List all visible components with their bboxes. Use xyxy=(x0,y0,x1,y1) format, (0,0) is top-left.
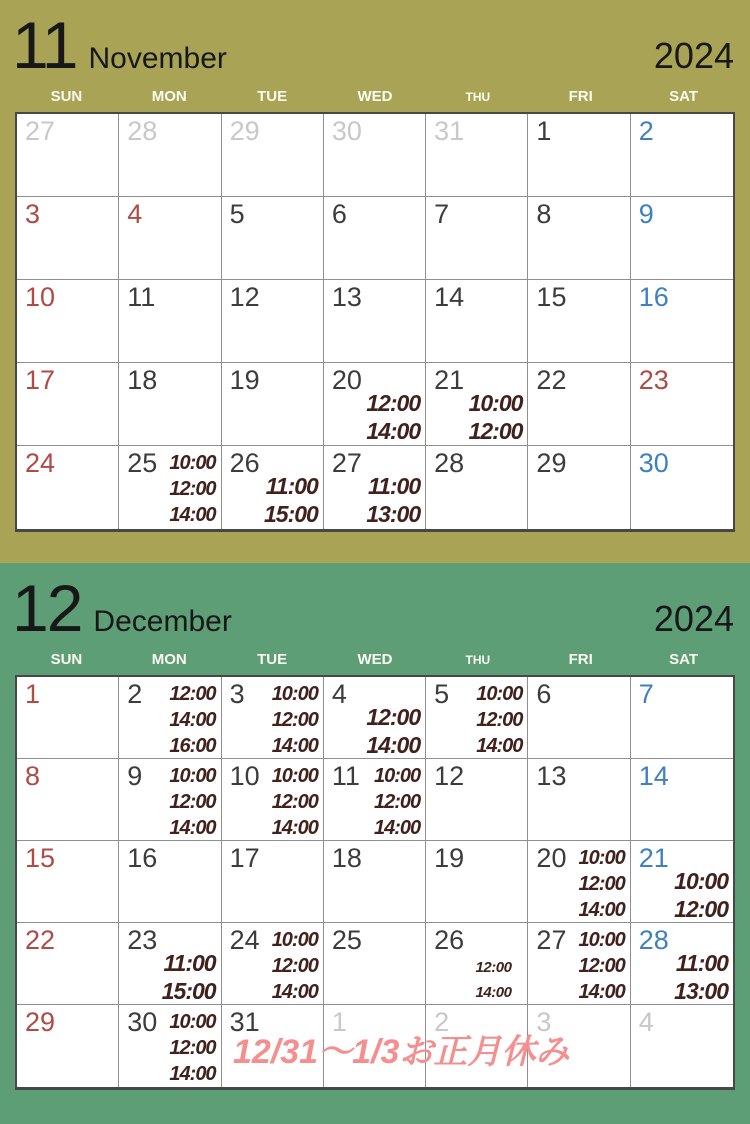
day-cell xyxy=(426,446,528,529)
day-number: 4 xyxy=(331,679,347,709)
time-slot: 14:00 xyxy=(475,984,512,1001)
day-cell xyxy=(222,677,324,759)
day-cell xyxy=(528,280,630,363)
day-number: 28 xyxy=(127,116,158,146)
weekday-label: MON xyxy=(151,88,187,105)
day-cell xyxy=(528,677,630,759)
day-cell xyxy=(17,446,119,529)
day-number: 12 xyxy=(229,282,260,312)
day-number: 16 xyxy=(638,282,669,312)
time-slot: 16:00 xyxy=(169,735,216,757)
time-slots xyxy=(366,472,420,528)
time-slots xyxy=(264,472,318,528)
time-slot: 12:00 xyxy=(366,704,421,730)
weekday-label: SAT xyxy=(669,88,698,105)
day-cell xyxy=(17,280,119,363)
time-slot: 11:00 xyxy=(265,473,318,499)
time-slots xyxy=(374,763,420,841)
time-slot: 14:00 xyxy=(578,981,625,1003)
time-slots xyxy=(272,681,318,759)
time-slots xyxy=(366,389,420,445)
time-slot: 14:00 xyxy=(271,735,318,757)
day-cell xyxy=(222,923,324,1005)
time-slot: 12:00 xyxy=(578,873,625,895)
time-slot: 14:00 xyxy=(366,418,421,444)
time-slot: 12:00 xyxy=(169,1037,216,1059)
month-name: December xyxy=(93,605,232,638)
time-slots xyxy=(674,949,728,1005)
day-number: 13 xyxy=(331,282,362,312)
weekday-label: THU xyxy=(465,653,491,667)
day-number: 14 xyxy=(434,282,465,312)
time-slot: 14:00 xyxy=(169,709,216,731)
time-slot: 12:00 xyxy=(169,478,216,500)
day-cell xyxy=(426,677,528,759)
day-cell xyxy=(528,841,630,923)
day-number: 26 xyxy=(229,448,260,478)
day-cell xyxy=(324,446,426,529)
day-cell xyxy=(119,114,221,197)
time-slots xyxy=(169,450,215,528)
month-number: 11 xyxy=(12,8,77,82)
day-number: 28 xyxy=(638,925,669,955)
day-number: 17 xyxy=(25,365,56,395)
month-number: 12 xyxy=(12,571,82,645)
weekday-row xyxy=(15,651,735,669)
day-number: 1 xyxy=(25,679,41,709)
calendar-grid xyxy=(15,112,735,532)
time-slot: 11:00 xyxy=(368,473,421,499)
day-cell xyxy=(17,759,119,841)
day-cell xyxy=(631,363,733,446)
day-cell xyxy=(426,923,528,1005)
day-number: 8 xyxy=(25,761,41,791)
month-name: November xyxy=(88,42,227,75)
time-slot: 10:00 xyxy=(271,929,318,951)
time-slot: 10:00 xyxy=(169,1011,216,1033)
time-slots xyxy=(169,1009,215,1087)
weekday-label: FRI xyxy=(568,651,593,668)
day-cell xyxy=(631,446,733,529)
day-cell xyxy=(324,759,426,841)
day-number: 11 xyxy=(127,282,156,312)
day-number: 18 xyxy=(127,365,158,395)
time-slot: 12:00 xyxy=(476,709,523,731)
day-cell xyxy=(222,759,324,841)
time-slots xyxy=(476,681,522,759)
day-number: 16 xyxy=(127,843,158,873)
day-cell xyxy=(528,923,630,1005)
weekday-label: TUE xyxy=(257,88,288,105)
day-number: 5 xyxy=(229,199,245,229)
day-number: 25 xyxy=(127,448,158,478)
day-number: 28 xyxy=(434,448,465,478)
day-cell xyxy=(324,923,426,1005)
day-cell xyxy=(324,363,426,446)
time-slot: 10:00 xyxy=(468,390,523,416)
day-number: 31 xyxy=(229,1007,260,1037)
day-number: 18 xyxy=(331,843,362,873)
day-number: 2 xyxy=(127,679,143,709)
time-slot: 10:00 xyxy=(476,683,523,705)
time-slot: 10:00 xyxy=(578,847,625,869)
day-cell xyxy=(119,197,221,280)
time-slot: 15:00 xyxy=(264,501,318,527)
year-label: 2024 xyxy=(653,35,734,76)
time-slot: 13:00 xyxy=(366,501,421,527)
day-number: 30 xyxy=(331,116,362,146)
day-number: 19 xyxy=(229,365,260,395)
day-number: 23 xyxy=(127,925,158,955)
day-number: 9 xyxy=(638,199,654,229)
day-cell xyxy=(324,114,426,197)
weekday-label: FRI xyxy=(568,88,593,105)
day-number: 6 xyxy=(331,199,347,229)
time-slot: 15:00 xyxy=(161,978,216,1004)
time-slot: 12:00 xyxy=(366,390,421,416)
day-cell xyxy=(17,923,119,1005)
day-number: 31 xyxy=(434,116,465,146)
time-slots xyxy=(169,681,215,759)
time-slot: 14:00 xyxy=(169,817,216,839)
weekday-label: MON xyxy=(151,651,187,668)
day-cell xyxy=(17,677,119,759)
day-number: 3 xyxy=(25,199,41,229)
day-number: 14 xyxy=(638,761,669,791)
time-slot: 10:00 xyxy=(578,929,625,951)
day-number: 21 xyxy=(434,365,465,395)
new-year-holiday-note: 12/31〜1/3お正月休み xyxy=(233,1033,570,1071)
time-slot: 10:00 xyxy=(271,683,318,705)
day-number: 23 xyxy=(638,365,669,395)
day-cell xyxy=(426,197,528,280)
time-slots xyxy=(169,763,215,841)
day-number: 29 xyxy=(25,1007,56,1037)
day-cell xyxy=(119,1005,221,1087)
day-number: 4 xyxy=(638,1007,654,1037)
day-cell xyxy=(17,1005,119,1087)
day-cell xyxy=(631,841,733,923)
day-cell xyxy=(528,197,630,280)
december-header xyxy=(0,563,750,645)
time-slot: 14:00 xyxy=(271,981,318,1003)
time-slot: 12:00 xyxy=(271,955,318,977)
day-cell xyxy=(324,197,426,280)
time-slot: 14:00 xyxy=(366,732,421,758)
day-number: 3 xyxy=(536,1007,552,1037)
day-number: 25 xyxy=(331,925,362,955)
day-cell xyxy=(528,114,630,197)
time-slot: 14:00 xyxy=(578,899,625,921)
day-number: 30 xyxy=(127,1007,158,1037)
weekday-label: WED xyxy=(357,651,393,668)
time-slot: 12:00 xyxy=(475,959,512,976)
day-cell xyxy=(631,923,733,1005)
time-slots xyxy=(476,955,512,1005)
day-cell xyxy=(426,841,528,923)
day-cell xyxy=(222,280,324,363)
weekday-label: SUN xyxy=(50,651,83,668)
day-cell xyxy=(426,280,528,363)
time-slots xyxy=(674,867,728,923)
day-cell xyxy=(631,1005,733,1087)
day-cell xyxy=(324,841,426,923)
time-slots xyxy=(272,927,318,1005)
day-cell xyxy=(528,363,630,446)
day-cell xyxy=(119,280,221,363)
time-slot: 12:00 xyxy=(271,709,318,731)
day-cell xyxy=(324,677,426,759)
day-cell xyxy=(222,197,324,280)
day-number: 30 xyxy=(638,448,669,478)
day-number: 10 xyxy=(25,282,56,312)
day-cell xyxy=(631,280,733,363)
day-cell xyxy=(426,363,528,446)
time-slot: 10:00 xyxy=(373,765,421,787)
day-cell xyxy=(119,446,221,529)
day-cell xyxy=(631,114,733,197)
calendar-grid xyxy=(15,675,735,1090)
day-cell xyxy=(426,114,528,197)
november-header xyxy=(0,0,750,82)
day-number: 4 xyxy=(127,199,143,229)
day-number: 10 xyxy=(229,761,260,791)
time-slot: 12:00 xyxy=(373,791,421,813)
day-number: 2 xyxy=(638,116,654,146)
day-number: 7 xyxy=(434,199,450,229)
day-number: 12 xyxy=(434,761,465,791)
time-slots xyxy=(579,845,625,923)
weekday-label: THU xyxy=(465,90,491,104)
day-cell xyxy=(119,923,221,1005)
day-number: 27 xyxy=(331,448,362,478)
day-number: 21 xyxy=(638,843,669,873)
day-number: 5 xyxy=(434,679,450,709)
time-slot: 11:00 xyxy=(675,950,728,976)
time-slot: 12:00 xyxy=(169,791,216,813)
day-number: 17 xyxy=(229,843,260,873)
weekday-label: TUE xyxy=(257,651,288,668)
day-number: 26 xyxy=(434,925,465,955)
time-slot: 12:00 xyxy=(578,955,625,977)
day-number: 24 xyxy=(25,448,56,478)
day-number: 27 xyxy=(25,116,56,146)
time-slots xyxy=(162,949,216,1005)
time-slot: 12:00 xyxy=(468,418,523,444)
day-number: 15 xyxy=(536,282,567,312)
day-cell xyxy=(119,363,221,446)
time-slot: 14:00 xyxy=(373,817,421,839)
time-slot: 14:00 xyxy=(169,1063,216,1085)
month-december xyxy=(0,563,750,1124)
day-cell xyxy=(119,677,221,759)
day-number: 24 xyxy=(229,925,260,955)
day-cell xyxy=(631,677,733,759)
day-number: 8 xyxy=(536,199,552,229)
day-number: 29 xyxy=(536,448,567,478)
day-cell xyxy=(119,759,221,841)
time-slots xyxy=(469,389,523,445)
time-slot: 13:00 xyxy=(674,978,728,1004)
day-number: 19 xyxy=(434,843,465,873)
time-slots xyxy=(272,763,318,841)
time-slots xyxy=(579,927,625,1005)
day-cell xyxy=(222,446,324,529)
day-cell xyxy=(324,280,426,363)
day-cell xyxy=(222,841,324,923)
time-slot: 12:00 xyxy=(271,791,318,813)
day-cell xyxy=(17,363,119,446)
time-slot: 10:00 xyxy=(271,765,318,787)
day-number: 29 xyxy=(229,116,260,146)
time-slot: 10:00 xyxy=(169,765,216,787)
day-cell xyxy=(17,197,119,280)
day-number: 1 xyxy=(331,1007,347,1037)
day-number: 27 xyxy=(536,925,567,955)
day-cell xyxy=(631,197,733,280)
time-slot: 14:00 xyxy=(271,817,318,839)
day-number: 11 xyxy=(331,761,360,791)
day-number: 22 xyxy=(25,925,56,955)
day-number: 20 xyxy=(331,365,362,395)
weekday-label: SUN xyxy=(50,88,83,105)
day-number: 15 xyxy=(25,843,56,873)
time-slot: 14:00 xyxy=(169,504,216,526)
day-cell xyxy=(528,446,630,529)
day-cell xyxy=(528,759,630,841)
weekday-label: SAT xyxy=(669,651,698,668)
day-cell xyxy=(426,759,528,841)
time-slot: 12:00 xyxy=(169,683,216,705)
day-cell xyxy=(222,363,324,446)
time-slot: 11:00 xyxy=(163,950,216,976)
day-number: 20 xyxy=(536,843,567,873)
day-cell xyxy=(222,114,324,197)
day-cell xyxy=(119,841,221,923)
day-number: 13 xyxy=(536,761,567,791)
day-number: 7 xyxy=(638,679,654,709)
day-number: 6 xyxy=(536,679,552,709)
day-cell xyxy=(17,841,119,923)
year-label: 2024 xyxy=(653,598,734,639)
time-slot: 10:00 xyxy=(169,452,216,474)
weekday-label: WED xyxy=(357,88,393,105)
day-number: 2 xyxy=(434,1007,450,1037)
day-number: 1 xyxy=(536,116,552,146)
day-cell xyxy=(631,759,733,841)
day-number: 3 xyxy=(229,679,245,709)
time-slot: 10:00 xyxy=(674,868,728,894)
day-number: 9 xyxy=(127,761,143,791)
time-slot: 12:00 xyxy=(674,896,728,922)
day-number: 22 xyxy=(536,365,567,395)
time-slot: 14:00 xyxy=(476,735,523,757)
weekday-row xyxy=(15,88,735,106)
day-cell xyxy=(17,114,119,197)
time-slots xyxy=(366,703,420,759)
